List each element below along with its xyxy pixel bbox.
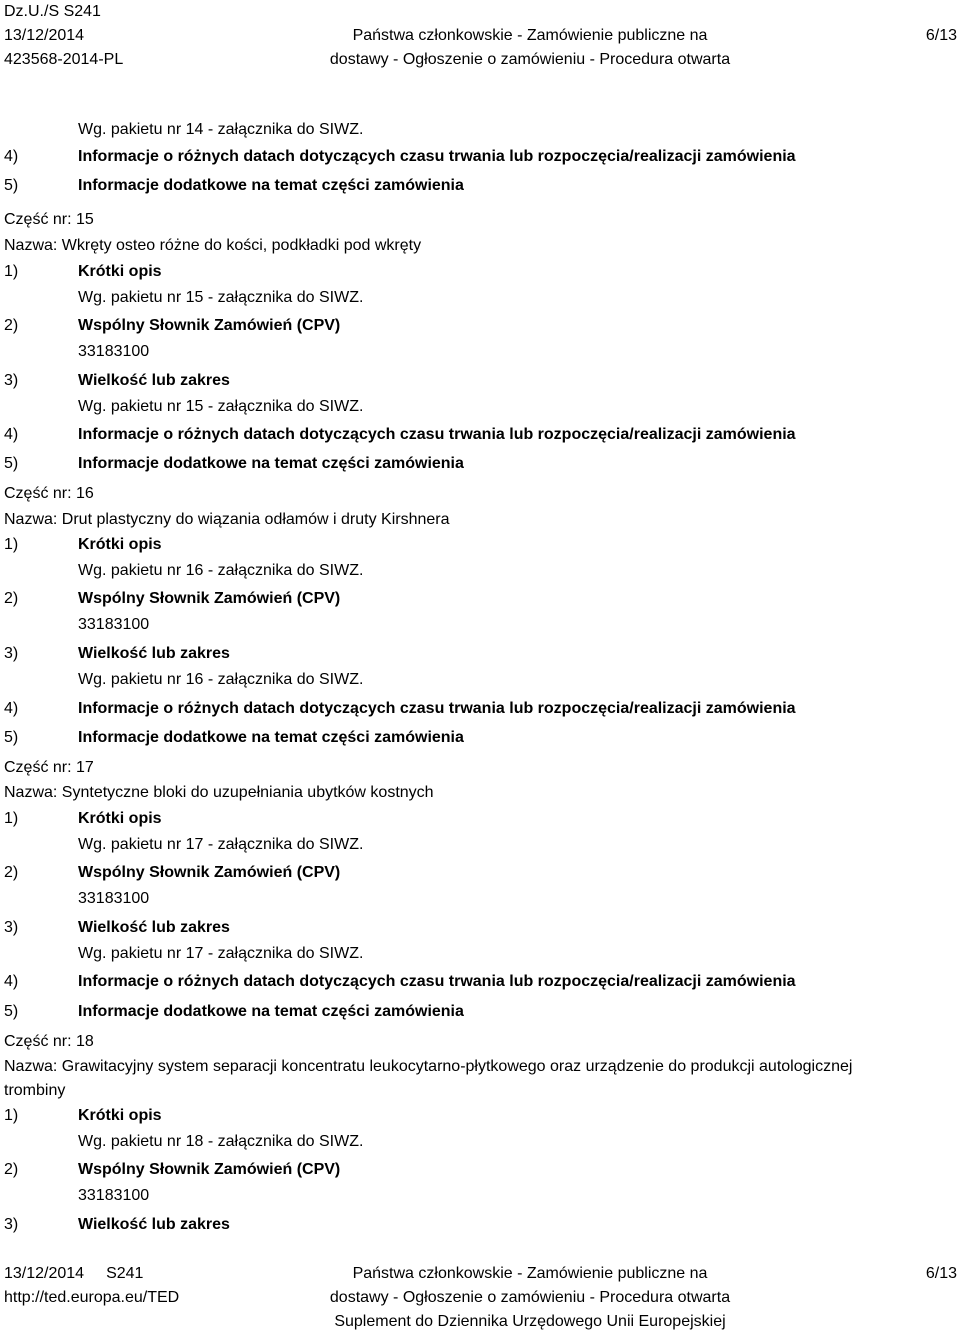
item-value: Wg. pakietu nr 16 - załącznika do SIWZ. xyxy=(78,671,364,688)
item-label: Krótki opis xyxy=(78,1107,162,1124)
item-number: 1) xyxy=(4,810,19,827)
header-title xyxy=(0,24,960,72)
item-label: Informacje dodatkowe na temat części zamówienia xyxy=(78,177,464,194)
item-additional-info-heading xyxy=(4,998,464,1025)
item-quantity-scope xyxy=(4,640,230,667)
item-value: Wg. pakietu nr 15 - załącznika do SIWZ. xyxy=(78,289,364,306)
carry-over-text: Wg. pakietu nr 14 - załącznika do SIWZ. xyxy=(78,121,364,138)
item-number: 5) xyxy=(4,455,19,472)
part-number: Część nr: 18 xyxy=(4,1033,94,1050)
item-label: Informacje o różnych datach dotyczących czasu trwania lub rozpoczęcia/realizacji zamówienia xyxy=(78,700,796,717)
item-cpv xyxy=(4,585,340,612)
item-label: Wielkość lub zakres xyxy=(78,1216,230,1233)
part-name: Nazwa: Drut plastyczny do wiązania odłamów i druty Kirshnera xyxy=(4,511,450,528)
item-number: 1) xyxy=(4,1107,19,1124)
footer-series: S241 xyxy=(106,1265,144,1282)
item-value: Wg. pakietu nr 18 - załącznika do SIWZ. xyxy=(78,1133,364,1150)
item-number: 3) xyxy=(4,1216,19,1233)
item-label: Informacje dodatkowe na temat części zamówienia xyxy=(78,455,464,472)
item-number: 5) xyxy=(4,729,19,746)
item-value: Wg. pakietu nr 17 - załącznika do SIWZ. xyxy=(78,836,364,853)
item-quantity-scope xyxy=(4,1211,230,1238)
item-label: Informacje dodatkowe na temat części zamówienia xyxy=(78,729,464,746)
item-label: Krótki opis xyxy=(78,263,162,280)
footer-title-line3: Suplement do Dziennika Urzędowego Unii Europejskiej xyxy=(334,1313,726,1330)
item-cpv xyxy=(4,1156,340,1183)
footer-date: 13/12/2014 xyxy=(4,1265,85,1282)
item-label: Wspólny Słownik Zamówień (CPV) xyxy=(78,864,341,881)
item-number: 5) xyxy=(4,177,19,194)
header-date: 13/12/2014 xyxy=(4,27,85,44)
item-label: Wielkość lub zakres xyxy=(78,919,230,936)
part-name: Nazwa: Grawitacyjny system separacji koncentratu leukocytarno-płytkowego oraz urządzenie do produkcji autologicznej xyxy=(4,1058,853,1075)
item-number: 4) xyxy=(4,148,19,165)
part-number: Część nr: 16 xyxy=(4,485,94,502)
cpv-code: 33183100 xyxy=(78,1187,150,1204)
footer-page-number: 6/13 xyxy=(925,1265,957,1282)
item-label: Wspólny Słownik Zamówień (CPV) xyxy=(78,1161,341,1178)
item-quantity-scope xyxy=(4,367,230,394)
cpv-code: 33183100 xyxy=(78,890,150,907)
header-notice-id: 423568-2014-PL xyxy=(4,51,124,68)
footer-title xyxy=(0,1262,960,1334)
cpv-code: 33183100 xyxy=(78,343,150,360)
item-additional-info-heading xyxy=(4,724,464,751)
item-label: Krótki opis xyxy=(78,810,162,827)
item-additional-info-heading xyxy=(4,172,464,199)
part-name: Nazwa: Wkręty osteo różne do kości, podkładki pod wkręty xyxy=(4,237,422,254)
item-number: 2) xyxy=(4,317,19,334)
item-dates-heading xyxy=(4,695,796,722)
item-short-description xyxy=(4,1102,162,1129)
item-label: Informacje dodatkowe na temat części zamówienia xyxy=(78,1003,464,1020)
item-number: 4) xyxy=(4,426,19,443)
item-label: Wielkość lub zakres xyxy=(78,372,230,389)
item-number: 2) xyxy=(4,1161,19,1178)
item-quantity-scope xyxy=(4,914,230,941)
item-cpv xyxy=(4,859,340,886)
page-header xyxy=(0,0,960,70)
item-additional-info-heading xyxy=(4,450,464,477)
part-name: Nazwa: Syntetyczne bloki do uzupełniania ubytków kostnych xyxy=(4,784,434,801)
item-label: Wspólny Słownik Zamówień (CPV) xyxy=(78,590,341,607)
item-dates-heading xyxy=(4,143,796,170)
header-page-number: 6/13 xyxy=(925,27,957,44)
item-label: Wspólny Słownik Zamówień (CPV) xyxy=(78,317,341,334)
item-label: Informacje o różnych datach dotyczących czasu trwania lub rozpoczęcia/realizacji zamówienia xyxy=(78,973,796,990)
item-label: Wielkość lub zakres xyxy=(78,645,230,662)
item-number: 5) xyxy=(4,1003,19,1020)
part-number: Część nr: 15 xyxy=(4,211,94,228)
part-name-continued: trombiny xyxy=(4,1082,66,1099)
item-short-description xyxy=(4,258,162,285)
footer-title-line2: dostawy - Ogłoszenie o zamówieniu - Procedura otwarta xyxy=(329,1289,731,1306)
item-number: 2) xyxy=(4,864,19,881)
item-dates-heading xyxy=(4,421,796,448)
header-source: Dz.U./S S241 xyxy=(4,3,101,20)
item-number: 1) xyxy=(4,263,19,280)
item-label: Informacje o różnych datach dotyczących czasu trwania lub rozpoczęcia/realizacji zamówienia xyxy=(78,426,796,443)
item-dates-heading xyxy=(4,968,796,995)
item-value: Wg. pakietu nr 15 - załącznika do SIWZ. xyxy=(78,398,364,415)
header-title-line2: dostawy - Ogłoszenie o zamówieniu - Procedura otwarta xyxy=(329,51,731,68)
item-number: 4) xyxy=(4,973,19,990)
item-number: 3) xyxy=(4,372,19,389)
item-value: Wg. pakietu nr 17 - załącznika do SIWZ. xyxy=(78,945,364,962)
item-short-description xyxy=(4,805,162,832)
item-label: Informacje o różnych datach dotyczących czasu trwania lub rozpoczęcia/realizacji zamówienia xyxy=(78,148,796,165)
item-cpv xyxy=(4,312,340,339)
item-label: Krótki opis xyxy=(78,536,162,553)
header-title-line1: Państwa członkowskie - Zamówienie publiczne na xyxy=(352,27,708,44)
cpv-code: 33183100 xyxy=(78,616,150,633)
item-number: 4) xyxy=(4,700,19,717)
item-number: 2) xyxy=(4,590,19,607)
footer-title-line1: Państwa członkowskie - Zamówienie publiczne na xyxy=(352,1265,708,1282)
item-number: 3) xyxy=(4,919,19,936)
footer-url[interactable]: http://ted.europa.eu/TED xyxy=(4,1289,180,1306)
item-number: 3) xyxy=(4,645,19,662)
item-number: 1) xyxy=(4,536,19,553)
item-short-description xyxy=(4,531,162,558)
part-number: Część nr: 17 xyxy=(4,759,94,776)
item-value: Wg. pakietu nr 16 - załącznika do SIWZ. xyxy=(78,562,364,579)
page-footer xyxy=(0,1262,960,1334)
